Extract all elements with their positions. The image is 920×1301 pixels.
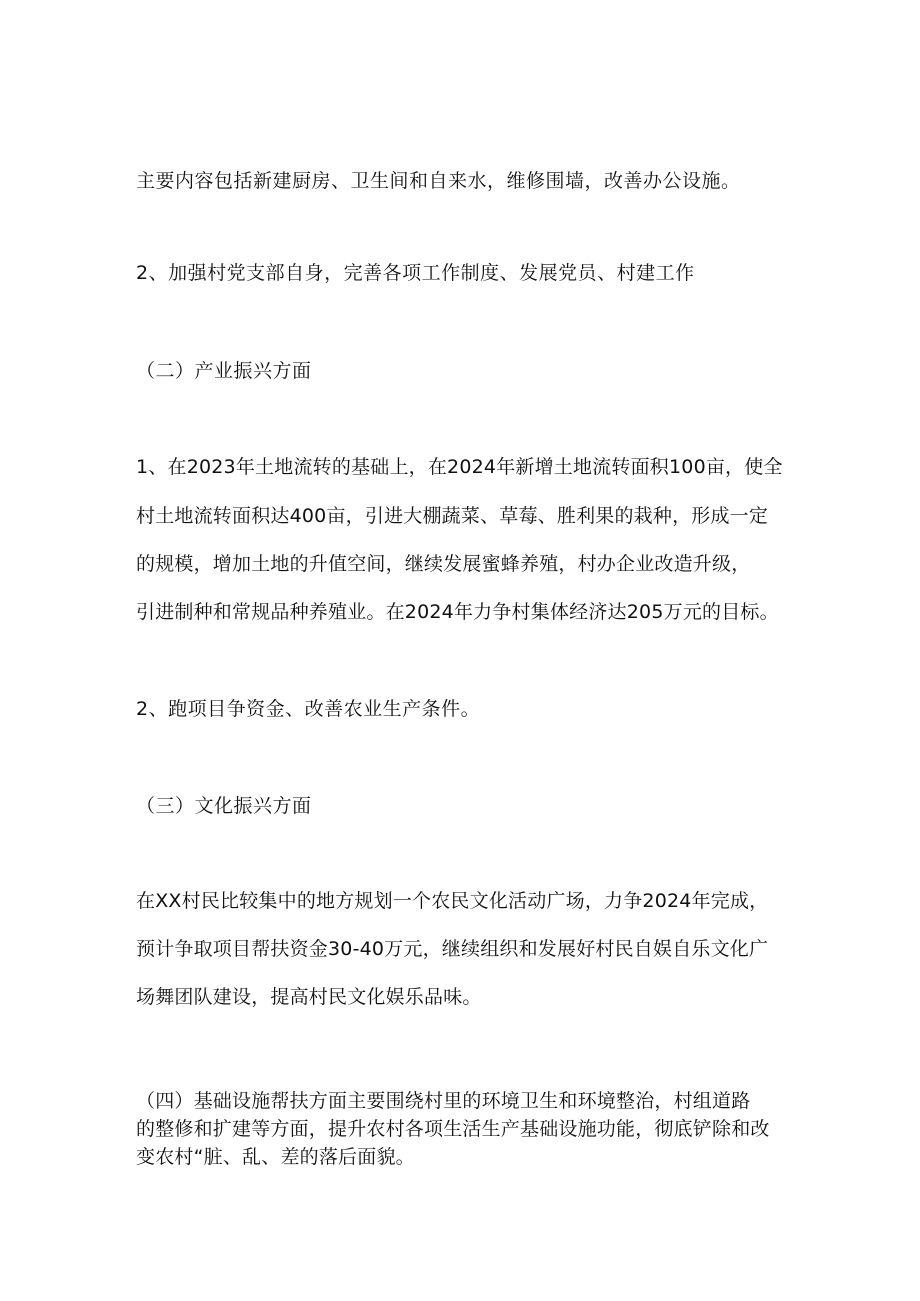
paragraph-line-culture-1: 在XX村民比较集中的地方规划一个农民文化活动广场，力争2024年完成， bbox=[136, 890, 769, 912]
section-heading-industry: （二）产业振兴方面 bbox=[136, 360, 312, 382]
paragraph-line-culture-3: 场舞团队建设，提高村民文化娱乐品味。 bbox=[136, 986, 482, 1008]
paragraph-line-infrastructure-1: （四）基础设施帮扶方面主要围绕村里的环境卫生和环境整治，村组道路 bbox=[136, 1090, 751, 1112]
paragraph-line-agri-production: 2、跑项目争资金、改善农业生产条件。 bbox=[136, 698, 481, 720]
paragraph-line-infrastructure-2: 的整修和扩建等方面，提升农村各项生活生产基础设施功能，彻底铲除和改 bbox=[136, 1118, 770, 1140]
paragraph-line-office-facilities: 主要内容包括新建厨房、卫生间和自来水，维修围墙，改善办公设施。 bbox=[136, 170, 741, 192]
paragraph-line-land-transfer-4: 引进制种和常规品种养殖业。在2024年力争村集体经济达205万元的目标。 bbox=[136, 601, 779, 623]
paragraph-line-party-branch: 2、加强村党支部自身，完善各项工作制度、发展党员、村建工作 bbox=[136, 262, 695, 284]
paragraph-line-land-transfer-2: 村土地流转面积达400亩，引进大棚蔬菜、草莓、胜利果的栽种，形成一定 bbox=[136, 505, 769, 527]
paragraph-line-infrastructure-3: 变农村“脏、乱、差的落后面貌。 bbox=[136, 1146, 415, 1168]
paragraph-line-culture-2: 预计争取项目帮扶资金30-40万元，继续组织和发展好村民自娱自乐文化广 bbox=[136, 938, 769, 960]
paragraph-line-land-transfer-3: 的规模，增加土地的升值空间，继续发展蜜蜂养殖，村办企业改造升级， bbox=[136, 553, 751, 575]
section-heading-culture: （三）文化振兴方面 bbox=[136, 795, 312, 817]
paragraph-line-land-transfer-1: 1、在2023年土地流转的基础上，在2024年新增土地流转面积100亩，使全 bbox=[136, 456, 783, 478]
